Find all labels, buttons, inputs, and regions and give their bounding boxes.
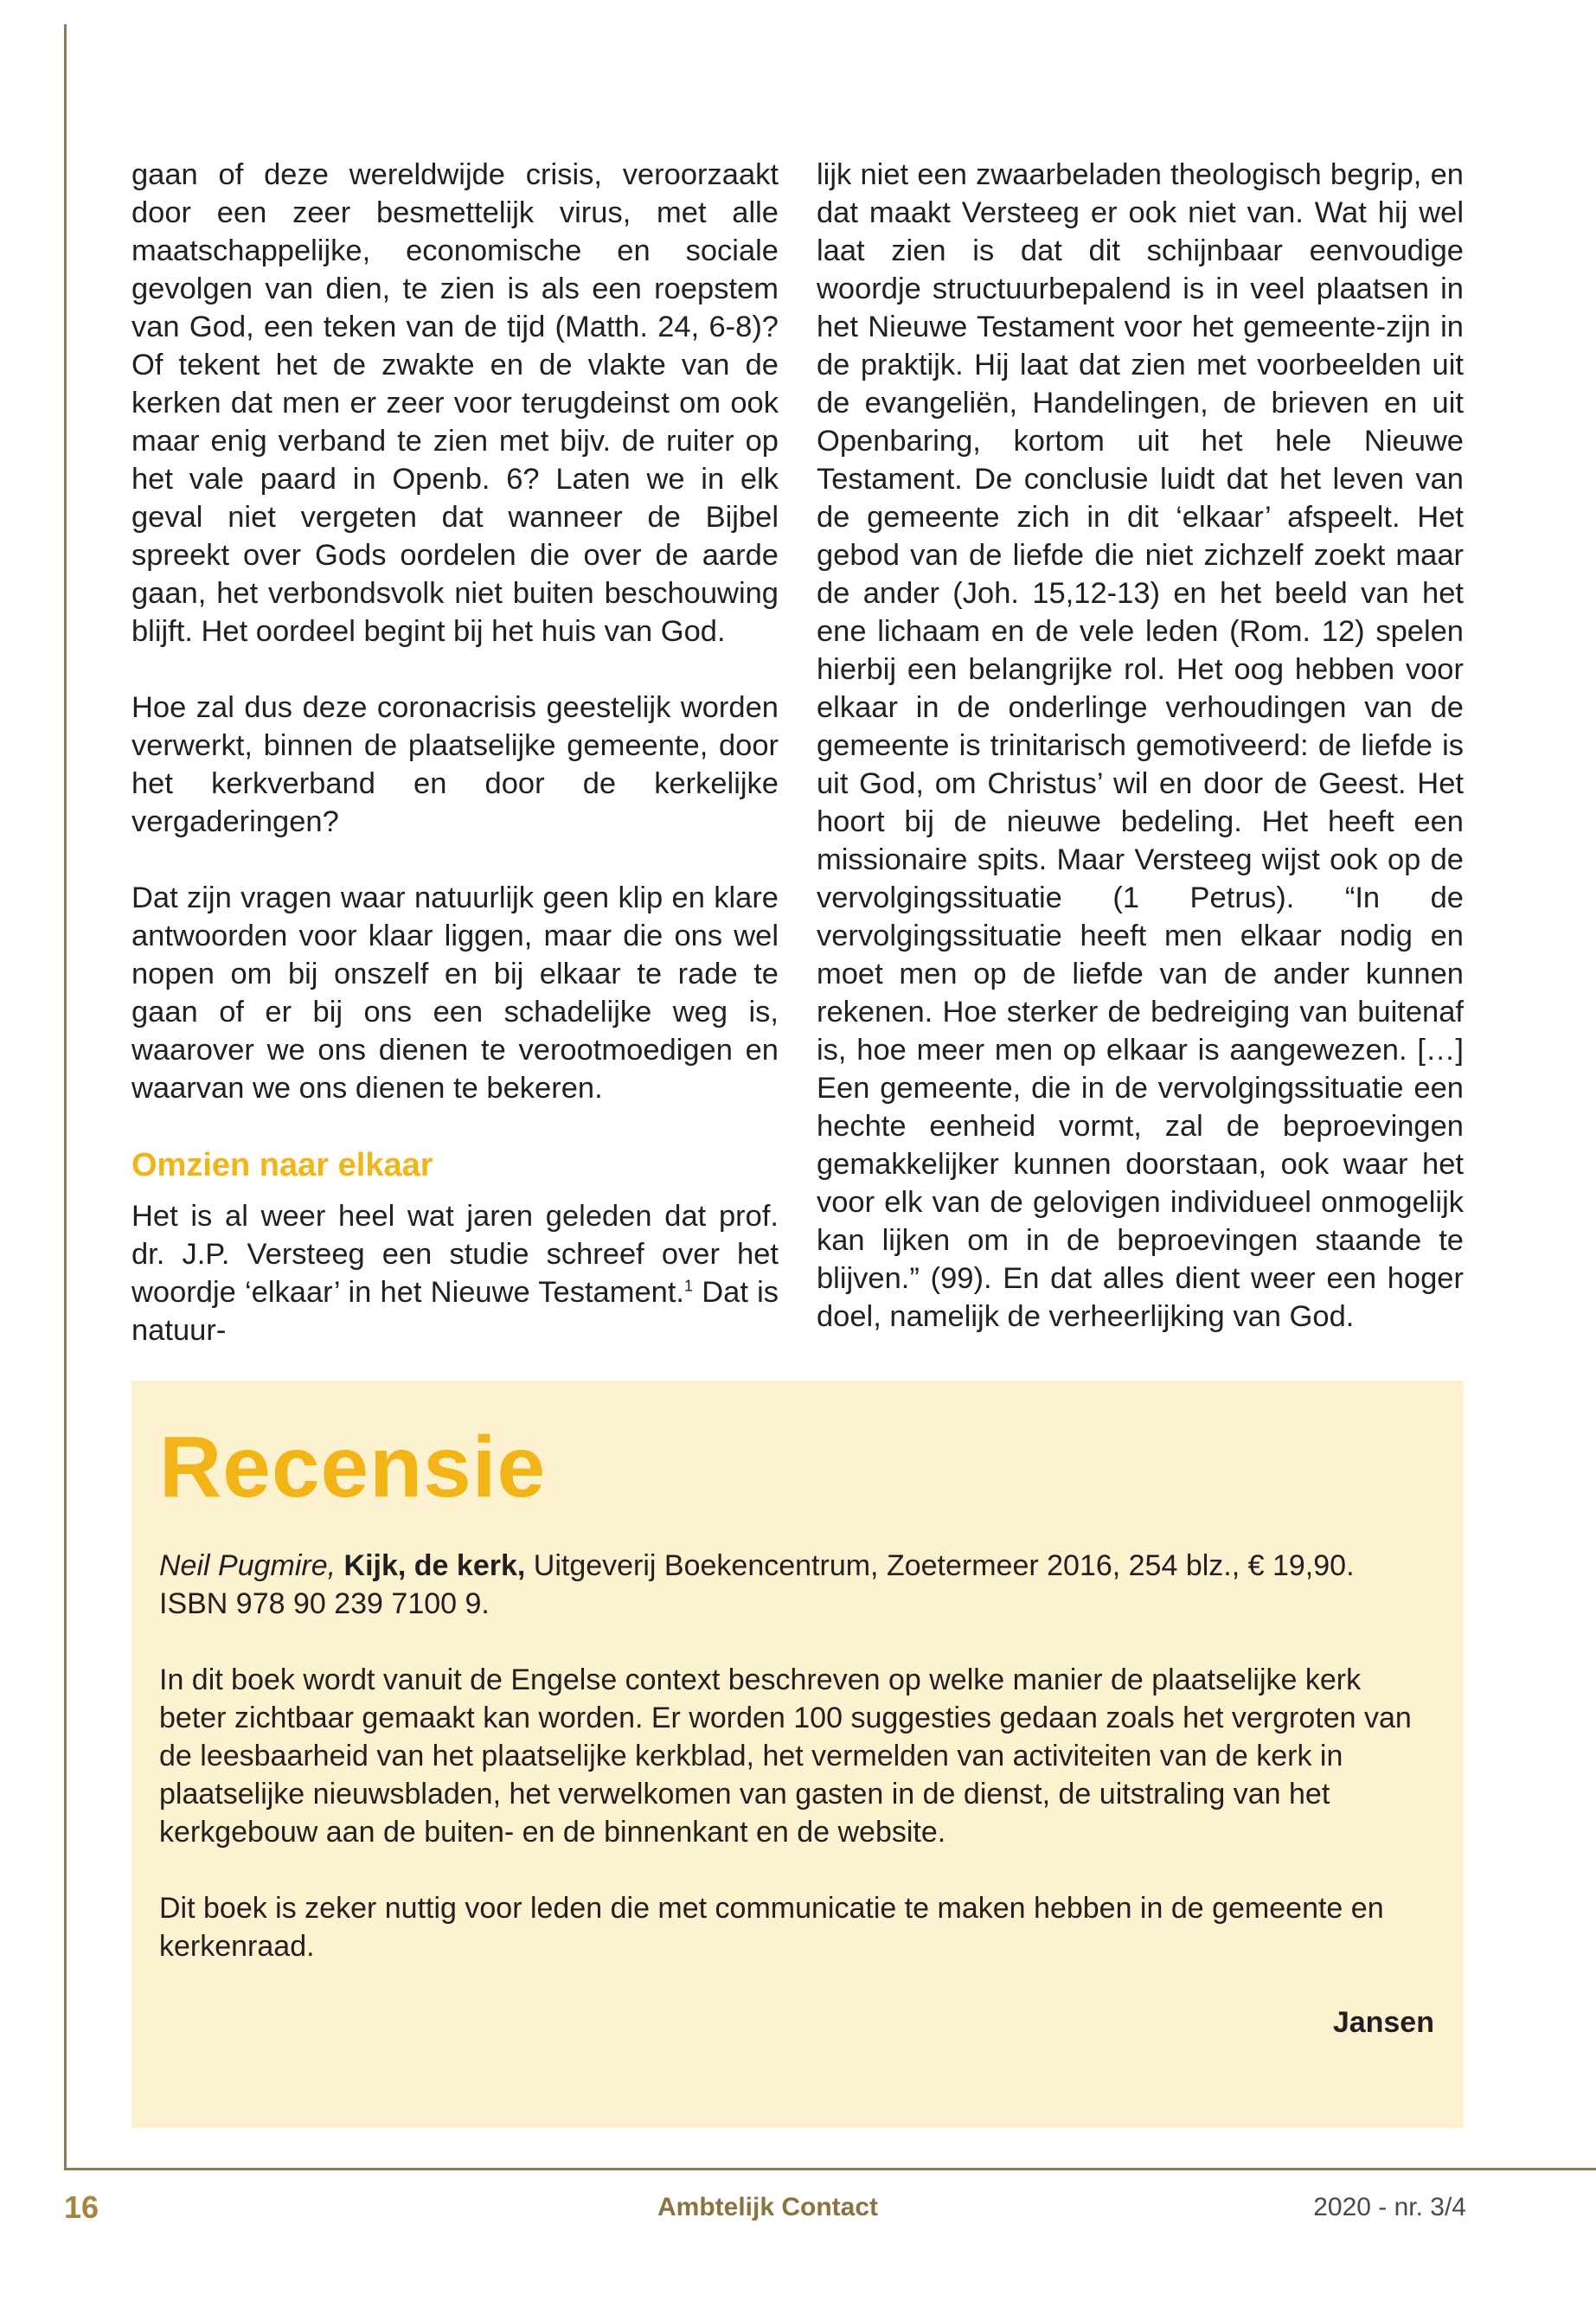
magazine-name: Ambtelijk Contact: [657, 2193, 879, 2221]
review-box: [131, 1381, 1464, 2128]
article-paragraph: gaan of deze wereldwijde crisis, veroorzaakt door een zeer besmettelijk virus, met alle maatschappelijke, economische en sociale gevolgen van dien, te zien is als een roepstem van God, een teken van de tijd (Matth. 24, 6-8)? Of tekent het de zwakte en de vlakte van de kerken dat men er zeer voor terugdeinst om ook maar enig verband te zien met bijv. de ruiter op het vale paard in Openb. 6? Laten we in elk geval niet vergeten dat wanneer de Bijbel spreekt over Gods oordelen die over de aarde gaan, het verbondsvolk niet buiten beschouwing blijft. Het oordeel begint bij het huis van God.: [131, 158, 779, 648]
paragraph-text-end: Dat is natuur-: [131, 1276, 779, 1347]
paragraph-text: Het is al weer heel wat jaren geleden dat prof. dr. J.P. Versteeg een studie schreef over het woordje ‘elkaar’ in het Nieuwe Testament.: [131, 1200, 779, 1309]
book-citation: [159, 1547, 1434, 1623]
footnote-reference[interactable]: 1: [684, 1277, 694, 1295]
review-paragraph: In dit boek wordt vanuit de Engelse context beschreven op welke manier de plaatselijke kerk beter zichtbaar gemaakt kan worden. Er worden 100 suggesties gedaan zoals het vergroten van de leesbaarheid van het plaatselijke kerkblad, het vermelden van activiteiten van de kerk in plaatselijke nieuwsbladen, het verwelkomen van gasten in de dienst, de uitstraling van het kerkgebouw aan de buiten- en de binnenkant en de website.: [159, 1663, 1412, 1849]
article-paragraph: Hoe zal dus deze coronacrisis geestelijk worden verwerkt, binnen de plaatselijke gemeente, door het kerkverband en door de kerkelijke vergaderingen?: [131, 691, 779, 838]
article-paragraph: lijk niet een zwaarbeladen theologisch begrip, en dat maakt Versteeg er ook niet van. Wat hij wel laat zien is dat dit schijnbaar eenvoudige woordje structuurbepalend is in veel plaatsen in het Nieuwe Testament voor het gemeente-zijn in de praktijk. Hij laat dat zien met voorbeelden uit de evangeliën, Handelingen, de brieven en uit Openbaring, kortom uit het hele Nieuwe Testament. De conclusie luidt dat het leven van de gemeente zich in dit ‘elkaar’ afspeelt. Het gebod van de liefde die niet zichzelf zoekt maar de ander (Joh. 15,12-13) en het beeld van het ene lichaam en de vele leden (Rom. 12) spelen hierbij een belangrijke rol. Het oog hebben voor elkaar in de onderlinge verhoudingen van de gemeente is trinitarisch gemotiveerd: de liefde is uit God, om Christus’ wil en door de Geest. Het hoort bij de nieuwe bedeling. Het heeft een missionaire spits. Maar Versteeg wijst ook op de vervolgingssituatie (1 Petrus). “In de vervolgingssituatie heeft men elkaar nodig en moet men op de liefde van de ander kunnen rekenen. Hoe sterker de bedreiging van buitenaf is, hoe meer men op elkaar is aangewezen. […] Een gemeente, die in de vervolgingssituatie een hechte eenheid vormt, zal de beproevingen gemakkelijker kunnen doorstaan, ook waar het voor elk van de gelovigen individueel onmogelijk kan lijken om in de beproevingen staande te blijven.” (99). En dat alles dient weer een hoger doel, namelijk de verheerlijking van God.: [817, 158, 1464, 1333]
section-heading: Omzien naar elkaar: [131, 1147, 433, 1183]
book-isbn: ISBN 978 90 239 7100 9.: [159, 1587, 490, 1620]
book-author: Neil Pugmire,: [159, 1549, 337, 1582]
article-left-column: [131, 156, 779, 1349]
book-publication: Uitgeverij Boekencentrum, Zoetermeer 2016, 254 blz., € 19,90.: [533, 1549, 1355, 1582]
page-frame-bottom-rule: [64, 2168, 1596, 2170]
article-right-column: [817, 156, 1464, 1336]
article-paragraph: [131, 1197, 779, 1349]
review-title: Recensie: [159, 1419, 547, 1516]
reviewer-name: Jansen: [1332, 2006, 1434, 2039]
issue-number: 2020 - nr. 3/4: [1313, 2193, 1466, 2221]
article-paragraph: Dat zijn vragen waar natuurlijk geen klip en klare antwoorden voor klaar liggen, maar die ons wel nopen om bij onszelf en bij elkaar te rade te gaan of er bij ons een schadelijke weg is, waarover we ons dienen te verootmoedigen en waarvan we ons dienen te bekeren.: [131, 881, 779, 1105]
review-paragraph: Dit boek is zeker nuttig voor leden die met communicatie te maken hebben in de gemeente en kerkenraad.: [159, 1892, 1384, 1963]
page-number: 16: [64, 2189, 99, 2225]
book-title: Kijk, de kerk,: [343, 1549, 526, 1582]
page-frame-left-rule: [64, 24, 67, 2170]
review-content: [159, 1419, 1434, 2041]
